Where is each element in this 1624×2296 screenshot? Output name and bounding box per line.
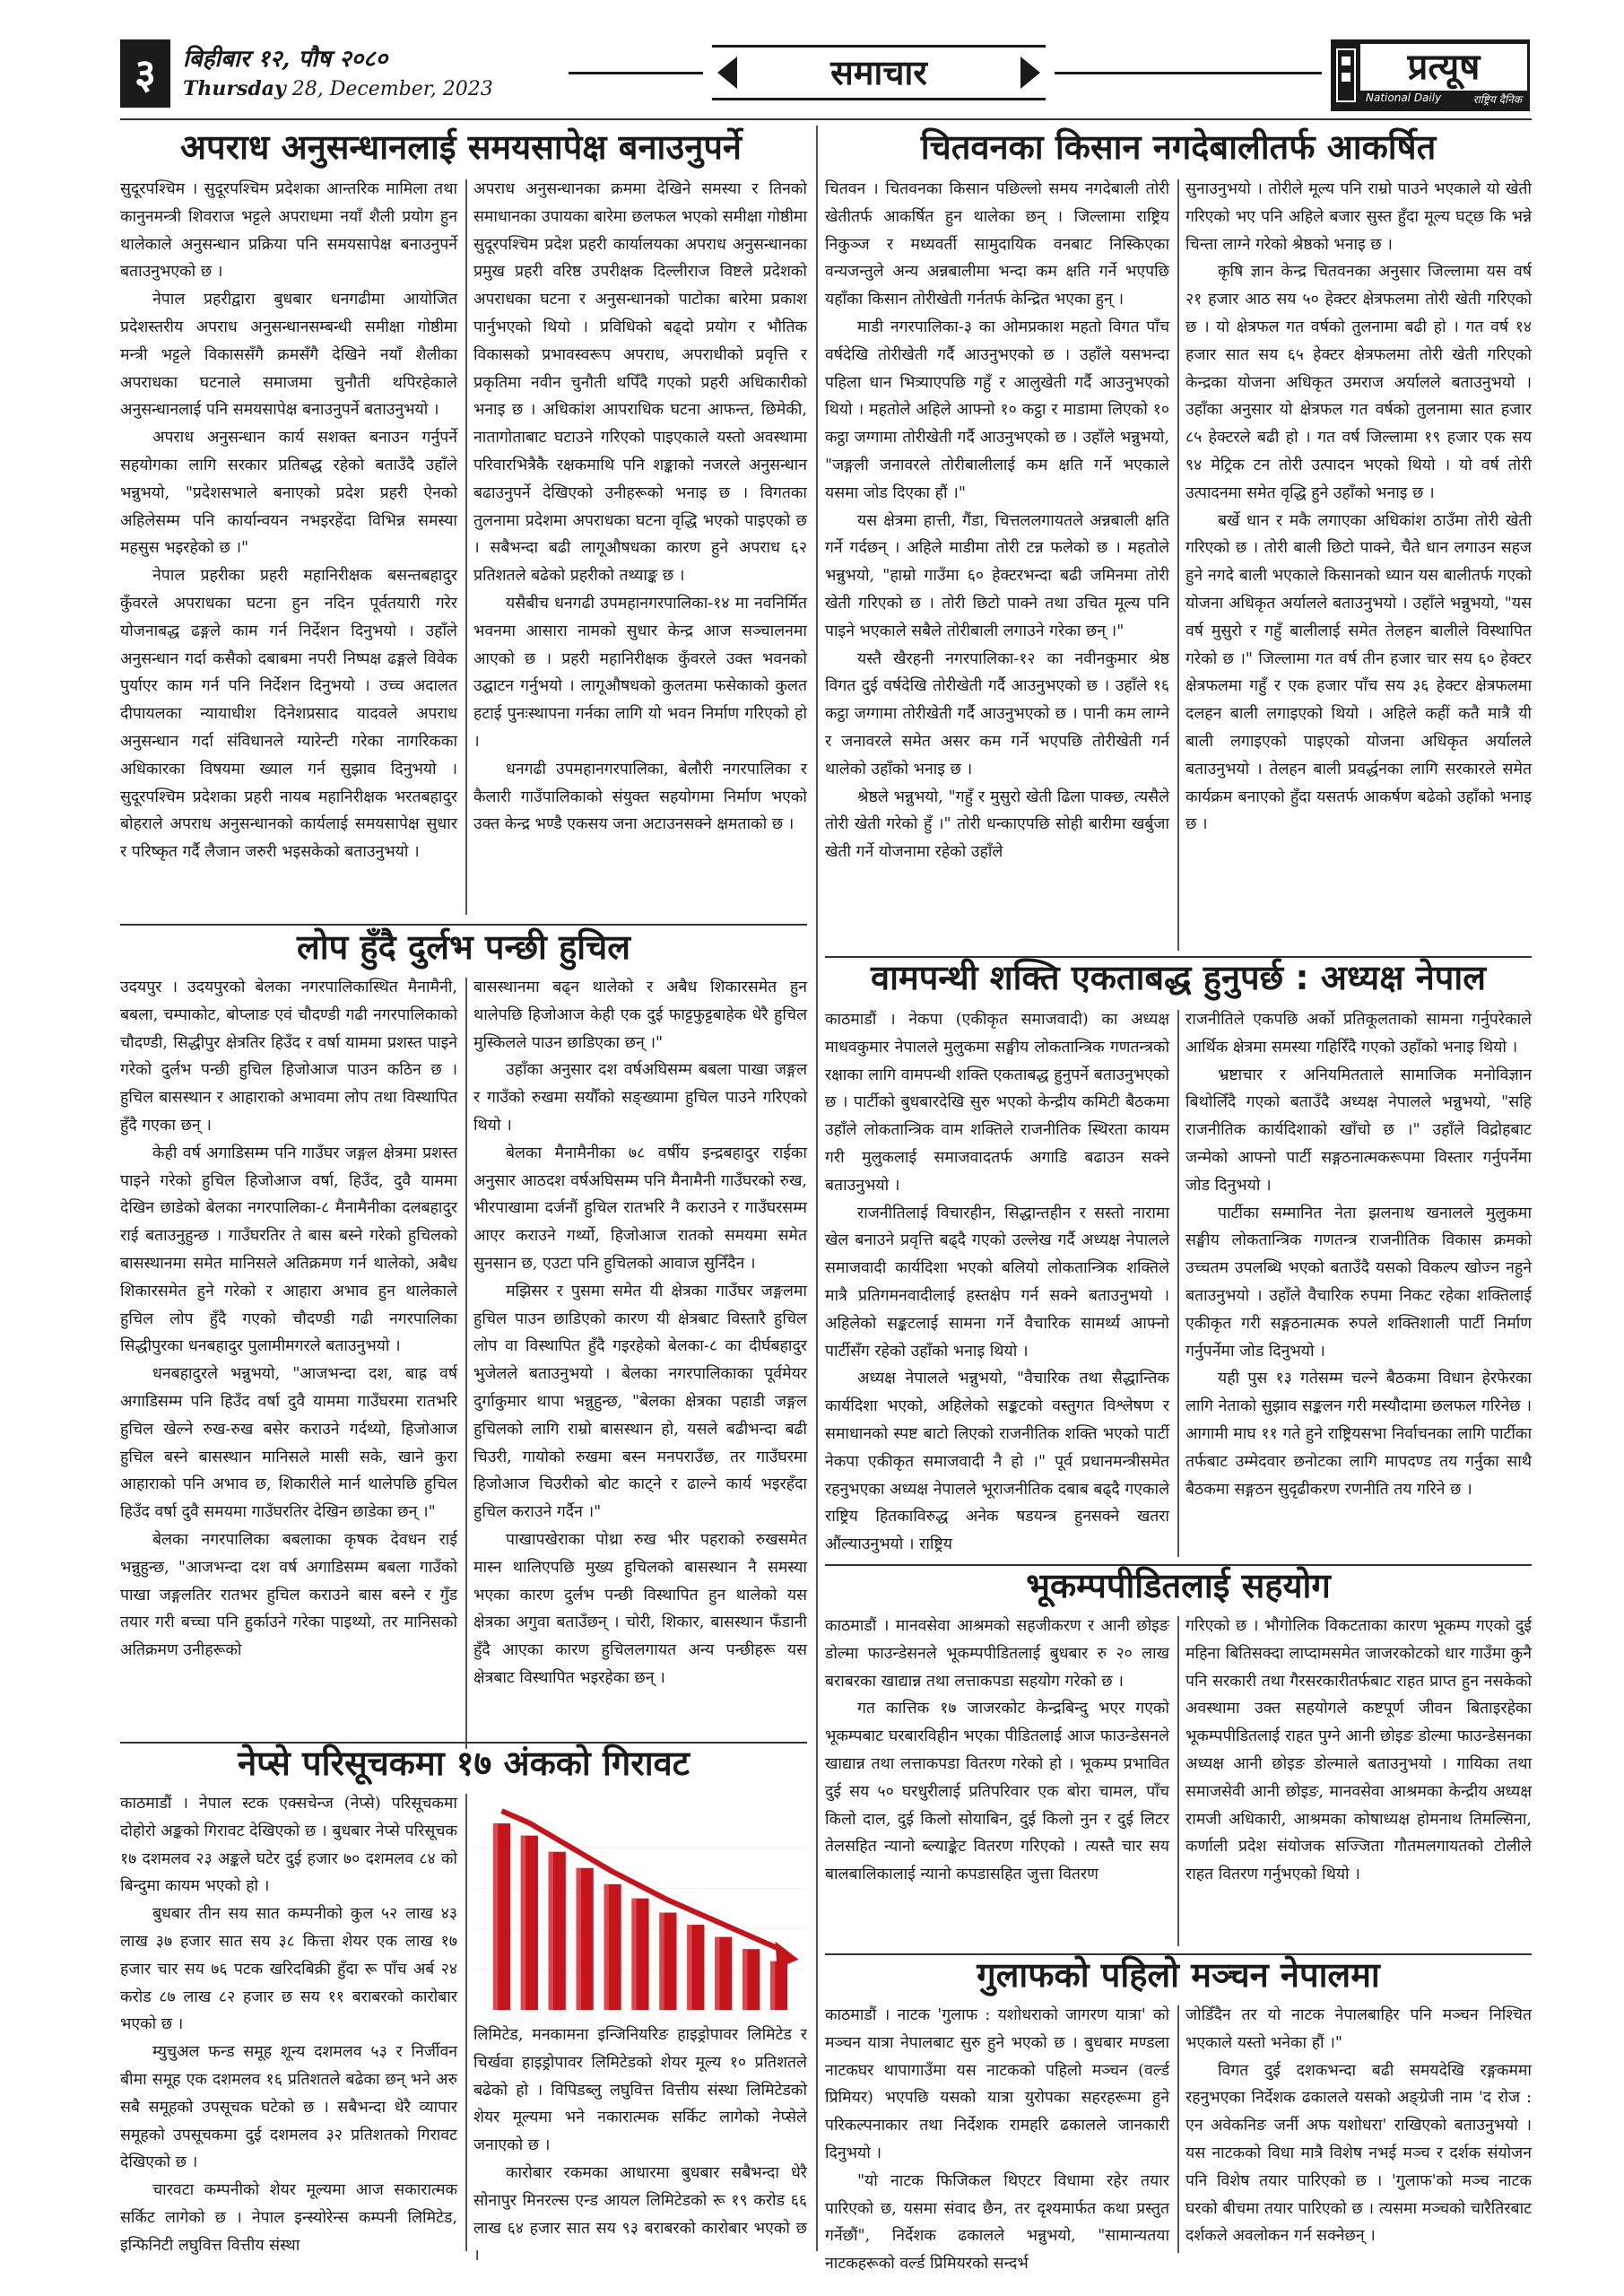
article-paragraph: राजनीतिलाई विचारहीन, सिद्धान्तहीन र सस्तो नारामा खेल बनाउने प्रवृत्ति बढ्दै गएको उल्लेख गर्दै अध्यक्ष नेपालले समाजवादी कार्यदिशा भएको बलियो लोकतान्त्रिक शक्तिले मात्रै प्रतिगमनवादीलाई हस्तक्षेप गर्न सक्ने बताउनुभयो । अहिलेको सङ्कटलाई सामना गर्ने वैचारिक सामर्थ्य आफ्नो पार्टीसँग रहेको उहाँको भनाइ थियो । [825,1204,1169,1361]
nepse-col-1 [120,1790,457,2257]
arrow-left-icon [717,57,737,89]
bird-col-1 [120,974,457,1754]
logo-tag-english: National Daily [1366,91,1442,104]
article-paragraph: काठमाडौं । नेपाल स्टक एक्सचेन्ज (नेप्से) परिसूचकमा दोहोरो अङ्कको गिरावट देखिएको छ । बुधबार नेप्से परिसूचक १७ दशमलव २३ अङ्कले घटेर दुई हजार ७० दशमलव ८४ को बिन्दुमा कायम भएको हो । [120,1795,457,1896]
day-english: Thursday [183,77,286,100]
farmers-col-1 [825,176,1169,954]
article-paragraph: बेलका मैनामैनीका ७८ वर्षीय इन्द्रबहादुर राईका अनुसार आठदश वर्षअघिसम्म पनि मैनामैनी गाउँघरको रुख, भीरपाखामा दर्जनौं हुचिल रातभरि नै कराउने र गाउँघरसम्म आएर कराउने गर्थ्यो, हिजोआज रातको समयमा समेत सुनसान छ, एउटा पनि हुचिलको आवाज सुनिँदैन । [473,1144,807,1273]
date-nepali: बिहीबार १२, पौष २०८० [183,46,388,73]
article-paragraph: अपराध अनुसन्धान कार्य सशक्त बनाउन गर्नुपर्ने सहयोगका लागि सरकार प्रतिबद्ध रहेको बताउँदै उहाँले भन्नुभयो, "प्रदेशसभाले बनाएको प्रदेश प्रहरी ऐनको अहिलेसम्म पनि कार्यान्वयन नभइरहेंदा विभिन्न समस्या महसुस भइरहेको छ ।" [120,429,457,558]
article-paragraph: काठमाडौं । नेकपा (एकीकृत समाजवादी) का अध्यक्ष माधवकुमार नेपालले मुलुकमा सङ्घीय लोकतान्त्रिक गणतन्त्रको रक्षाका लागि वामपन्थी शक्ति एकताबद्ध हुनुपर्ने बताउनुभएको छ । पार्टीको बुधबारदेखि सुरु भएको केन्द्रीय कमिटी बैठकमा उहाँले लोकतान्त्रिक वाम शक्तिले राजनीतिक स्थिरता कायम गरी मुलुकलाई समाजवादतर्फ अगाडि बढाउन सक्ने बताउनुभयो । [825,1011,1169,1195]
masthead [120,39,1532,117]
date-english [183,77,560,100]
leftunity-col-2 [1185,1006,1532,1561]
article-paragraph: नेपाल प्रहरीका प्रहरी महानिरीक्षक बसन्तबहादुर कुँवरले अपराधका घटना हुन नदिन पूर्वतयारी गरेर योजनाबद्ध ढङ्गले काम गर्न निर्देशन दिनुभयो । उहाँले अनुसन्धान गर्दा कसैको दबाबमा नपरी निष्पक्ष ढङ्गले विवेक पुर्याएर काम गर्न पनि निर्देशन दिनुभयो । उच्च अदालत दीपायलका न्यायाधीश दिनेशप्रसाद यादवले अपराध अनुसन्धान गर्दा संविधानले ग्यारेन्टी गरेका नागरिकका अधिकारका विषयमा ख्याल गर्न सुझाव दिनुभयो । सुदूरपश्चिम प्रदेशका प्रहरी नायब महानिरीक्षक भरतबहादुर बोहराले अपराध अनुसन्धानको कार्यलाई समयसापेक्ष सुधार र परिष्कृत गर्दै लैजान जरुरी भइसकेको बताउनुभयो । [120,567,457,862]
page-number: ३ [120,39,170,108]
chart-bar-highlight [687,1925,691,2010]
headline-farmers: चितवनका किसान नगदेबालीतर्फ आकर्षित [920,127,1437,167]
article-paragraph: भ्रष्टाचार र अनियमितताले सामाजिक मनोविज्ञान बिथोलिँदै गएको बताउँदै अध्यक्ष नेपालले भन्नुभयो, "सहि राजनीतिक कार्यदिशाको खाँचो छ ।" उहाँले विद्रोहबाट जन्मेको आफ्नो पार्टी सङ्गठनात्मकरूपमा विस्तार गर्नुपर्नेमा जोड दिनुभयो । [1185,1065,1532,1195]
logo-tagline [1360,91,1527,107]
article-paragraph: जोडिँदैन तर यो नाटक नेपालबाहिर पनि मञ्चन निश्चित भएकाले यस्तो भनेका हौं ।" [1185,2006,1532,2052]
play-col-2 [1185,2002,1532,2257]
article-paragraph: काठमाडौं । मानवसेवा आश्रमको सहजीकरण र आनी छोइङ डोल्मा फाउन्डेसनले भूकम्पपीडितलाई बुधबार रु २० लाख बराबरका खाद्यान्न तथा लत्ताकपडा सहयोग गरेको छ । [825,1617,1169,1691]
article-paragraph: पाखापखेराका पोथ्रा रुख भीर पहराको रुखसमेत मास्न थालिएपछि मुख्य हुचिलको बासस्थान नै समस्या भएका कारण दुर्लभ पन्छी विस्थापित हुन थालेको यस क्षेत्रका अगुवा बताउँछन् । चोरी, शिकार, बासस्थान फँडानी हुँदै आएका कारण हुचिललगायत अन्य पन्छीहरू यस क्षेत्रबाट विस्थापित भइरहेका छन् । [473,1530,807,1687]
farmers-column-rule [1177,179,1179,951]
headline-nepse: नेप्से परिसूचकमा १७ अंकको गिरावट [238,1744,690,1783]
article-paragraph: पार्टीका सम्मानित नेता झलनाथ खनालले मुलुकमा सङ्घीय लोकतान्त्रिक गणतन्त्र राजनीतिक विकास क्रमको उच्चतम उपलब्धि भएको बताउँदै यसको विकल्प खोज्न नहुने बताउनुभयो । उहाँले वैचारिक रुपमा निकट रहेका शक्तिलाई एकीकृत गरी सङ्गठनात्मक रुपले शक्तिशाली पार्टी निर्माण गर्नुपर्नेमा जोड दिनुभयो । [1185,1204,1532,1361]
headline-play: गुलाफको पहिलो मञ्चन नेपालमा [977,1955,1380,1995]
section-label: समाचार [830,53,927,92]
logo-tag-nepali: राष्ट्रिय दैनिक [1472,93,1522,106]
date-english-value: 28, December, 2023 [291,78,493,100]
quake-col-2 [1185,1613,1532,1950]
logo-name: प्रत्यूष [1360,44,1527,91]
chart-bar-highlight [549,1852,553,2010]
article-paragraph: गरिएको छ । भौगोलिक विकटताका कारण भूकम्प गएको दुई महिना बितिसक्दा लाप्दामसमेत जाजरकोटको धार गाउँमा कुनै पनि सरकारी तथा गैरसरकारीतर्फबाट राहत प्राप्त हुन नसकेको अवस्थामा उक्त सहयोगले कष्टपूर्ण जीवन बिताइरहेका भूकम्पपीडितलाई राहत पुग्ने आनी छोइङ डोल्मा फाउन्डेसनका अध्यक्ष आनी छोइङ डोल्माले बताउनुभयो । गायिका तथा समाजसेवी आनी छोइङ, मानवसेवा आश्रमका केन्द्रीय अध्यक्ष रामजी अधिकारी, आश्रमका कोषाध्यक्ष होमनाथ तिमल्सिना, कर्णाली प्रदेश संयोजक सज्जिता गौतमलगायतको टोलीले राहत वितरण गर्नुभएको थियो । [1185,1617,1532,1884]
crime-col-1 [120,176,457,920]
chart-svg [475,1789,805,2015]
nepse-col-2 [473,2022,807,2266]
chart-bar-highlight [631,1899,636,2010]
article-paragraph: कृषि ज्ञान केन्द्र चितवनका अनुसार जिल्लामा यस वर्ष २१ हजार आठ सय ५० हेक्टर क्षेत्रफलमा तोरी खेती गरिएको छ । यो क्षेत्रफल गत वर्षको तुलनामा बढी हो । गत वर्ष १४ हजार सात सय ६५ हेक्टर क्षेत्रफलमा तोरी खेती गरिएको केन्द्रका योजना अधिकृत उमराज अर्यालले बताउनुभयो । उहाँका अनुसार यो क्षेत्रफल गत वर्षको तुलनामा सात हजार ८५ हेक्टरले बढी हो । गत वर्ष जिल्लामा १९ हजार एक सय ९४ मेट्रिक टन तोरी उत्पादन भएको थियो । यो वर्ष तोरी उत्पादनमा समेत वृद्धि हुने उहाँको भनाइ छ । [1185,263,1532,502]
article-paragraph: बासस्थानमा बढ्न थालेको र अबैध शिकारसमेत हुन थालेपछि हिजोआज केही एक दुई फाट्टफुट्टबाहेक धेरै हुचिल मुस्किलले पाउन छाडिएका छन् ।" [473,978,807,1052]
article-paragraph: यसैबीच धनगढी उपमहानगरपालिका-१४ मा नवनिर्मित भवनमा आसारा नामको सुधार केन्द्र आज सञ्चालनमा आएको छ । प्रहरी महानिरीक्षक कुँवरले उक्त भवनको उद्घाटन गर्नुभयो । लागूऔषधको कुलतमा फसेकाको कुलत हटाई पुनःस्थापना गर्नका लागि यो भवन निर्माण गरिएको हो । [473,594,807,751]
chart-bar-highlight [715,1937,719,2010]
headline-quake: भूकम्पपीडितलाई सहयोग [1026,1566,1331,1605]
chart-bar-highlight [743,1949,747,2010]
chart-bar-highlight [604,1884,609,2010]
article-paragraph: नेपाल प्रहरीद्वारा बुधबार धनगढीमा आयोजित प्रदेशस्तरीय अपराध अनुसन्धानसम्बन्धी समीक्षा गोष्ठीमा मन्त्री भट्टले विकाससँगै क्रमसँगै देखिने नयाँ शैलीका अपराधका घटनाले समाजमा चुनौती थपिरहेकाले अनुसन्धानलाई पनि समयसापेक्ष बनाउनुपर्ने बताउनुभयो । [120,291,457,420]
crime-column-rule [465,179,467,915]
section-tag [712,45,1046,100]
headline-crime: अपराध अनुसन्धानलाई समयसापेक्ष बनाउनुपर्ने [180,127,742,167]
article-paragraph: उहाँका अनुसार दश वर्षअघिसम्म बबला पाखा जङ्गल र गाउँको रुखमा सयौँको सङ्ख्यामा हुचिल पाउने गरिएको थियो । [473,1061,807,1135]
bird-column-rule [465,978,467,1749]
masthead-rule-right [1055,72,1322,74]
article-paragraph: केही वर्ष अगाडिसम्म पनि गाउँघर जङ्गल क्षेत्रमा प्रशस्त पाइने गरेको हुचिल हिजोआज वर्षा, हिउँद, दुवै याममा देखिन छाडेको बेलका नगरपालिका-८ मैनामैनीका दलबहादुर राई बताउनुहुन्छ । गाउँघरतिर ते बास बस्ने गरेको हुचिलको बासस्थानमा समेत मानिसले अतिक्रमण गर्न थालेको, अबैध शिकारसमेत हुने गरेको र आहारा अभाव हुन थालेकाले हुचिल लोप हुँदै गएको चौदण्डी गढी नगरपालिका सिद्धीपुरका धनबहादुर पुलामीमगरले बताउनुभयो । [120,1144,457,1356]
masthead-rule-left [569,72,703,74]
article-paragraph: श्रेष्ठले भन्नुभयो, "गहुँ र मुसुरो खेती ढिला पाक्छ, त्यसैले तोरी खेती गरेको हुँ ।" तोरी धन्काएपछि सोही बारीमा खर्बुजा खेती गर्ने योजनामा रहेको उहाँले [825,787,1169,862]
article-paragraph: मझिसर र पुसमा समेत यी क्षेत्रका गाउँघर जङ्गलमा हुचिल पाउन छाडिएको कारण यी क्षेत्रबाट विस्तारै हुचिल लोप वा विस्थापित हुँदै गइरहेको बेलका-८ का दीर्घबहादुर भुजेलले बताउनुभयो । बेलका नगरपालिकाका पूर्वमेयर दुर्गाकुमार थापा भन्नुहुन्छ, "बेलका क्षेत्रका पहाडी जङ्गल हुचिलको लागि राम्रो बासस्थान हो, यसले बढीभन्दा बढी चिउरी, गायोको रुखमा बस्न मनपराउँछ, तर गाउँघरमा हिजोआज चिउरीको बोट काट्ने र ढाल्ने कार्य भइरहँदा हुचिल कराउने गर्दैन ।" [473,1282,807,1522]
bird-col-2 [473,974,807,1754]
article-paragraph: चितवन । चितवनका किसान पछिल्लो समय नगदेबाली तोरी खेतीतर्फ आकर्षित हुन थालेका छन् । जिल्लामा राष्ट्रिय निकुञ्ज र मध्यवर्ती सामुदायिक वनबाट निस्किएका वन्यजन्तुले अन्य अन्नबालीमा भन्दा कम क्षति गर्ने भएपछि यहाँका किसान तोरीखेती गर्नतर्फ केन्द्रित भएका हुन् । [825,180,1169,309]
article-paragraph: काठमाडौं । नाटक 'गुलाफ : यशोधराको जागरण यात्रा' को मञ्चन यात्रा नेपालबाट सुरु हुने भएको छ । बुधबार मण्डला नाटकघर थापागाउँमा यस नाटकको पहिलो मञ्चन (वर्ल्ड प्रिमियर) भएपछि यसको यात्रा युरोपका सहरहरूमा हुने परिकल्पनाकार तथा निर्देशक रामहरि ढकालले जानकारी दिनुभयो । [825,2006,1169,2162]
article-paragraph: म्युचुअल फन्ड समूह शून्य दशमलव ५३ र निर्जीवन बीमा समूह एक दशमलव १६ प्रतिशतले बढेका छन् भने अरु सबै समूहको उपसूचक घटेको छ । सबैभन्दा धेरै व्यापार समूहको उपसूचकमा दुई दशमलव ३२ प्रतिशतको गिरावट देखिएको छ । [120,2043,457,2172]
chart-bar-highlight [493,1823,498,2010]
article-paragraph: यस्तै खैरहनी नगरपालिका-१२ का नवीनकुमार श्रेष्ठ विगत दुई वर्षदेखि तोरीखेती गर्दै आउनुभएको छ । उहाँले १६ कट्ठा जग्गामा तोरीखेती गर्दै आउनुभएको छ । पानी कम लाग्ने र जनावरले समेत असर कम गर्ने भएपछि तोरीखेती गर्न थालेको उहाँको भनाइ छ । [825,649,1169,778]
article-paragraph: बेलका नगरपालिका बबलाका कृषक देवधन राई भन्नुहुन्छ, "आजभन्दा दश वर्ष अगाडिसम्म बबला गाउँको पाखा जङ्गलतिर रातभर हुचिल कराउने बास बस्ने र गुँड तयार गरी बच्चा पनि हुर्काउने गरेका पाइथ्यो, तर मानिसको अतिक्रमण उनीहरूको [120,1530,457,1660]
newspaper-logo [1331,39,1530,111]
arrow-right-icon [1020,57,1040,89]
nepse-decline-chart [475,1789,805,2015]
logo-mark-icon [1335,46,1359,107]
article-paragraph: धनबहादुरले भन्नुभयो, "आजभन्दा दश, बाह्र वर्ष अगाडिसम्म पनि हिउँद वर्षा दुवै याममा गाउँघरमा रातभरि हुचिल खेल्ने रुख-रुख बसेर कराउने गर्दथ्यो, हिजोआज हुचिल बस्ने बासस्थान मानिसले मासी सके, खाने कुरा आहाराको पनि अभाव छ, शिकारीले मार्न थालेपछि हुचिल हिउँद वर्षा दुवै समयमा गाउँघरतिर देखिन छाडेका छन् ।" [120,1365,457,1522]
article-paragraph: लिमिटेड, मनकामना इन्जिनियरिङ हाइड्रोपावर लिमिटेड र चिर्खवा हाइड्रोपावर लिमिटेडको शेयर मूल्य १० प्रतिशतले बढेको हो । विपिडब्लु लघुवित्त वित्तीय संस्था लिमिटेडको शेयर मूल्यमा भने नकारात्मक सर्किट लागेको नेप्सेले जनाएको छ । [473,2026,807,2155]
article-paragraph: यही पुस १३ गतेसम्म चल्ने बैठकमा विधान हेरफेरका लागि नेताको सुझाव सङ्कलन गरी मस्यौदामा छलफल गरिनेछ । आगामी माघ ११ गते हुने राष्ट्रियसभा निर्वाचनका लागि पार्टीका तर्फबाट उम्मेदवार छनोटका लागि मापदण्ड तय गर्नुका साथै बैठकमा सङ्गठन सुदृढीकरण रणनीति तय गरिने छ । [1185,1370,1532,1499]
article-paragraph: अध्यक्ष नेपालले भन्नुभयो, "वैचारिक तथा सैद्धान्तिक कार्यदिशा भएको, अहिलेको सङ्कटको वस्तुगत विश्लेषण र समाधानको स्पष्ट बाटो लिएको राजनीतिक शक्ति भएको पार्टी नेकपा एकीकृत समाजवादी नै हो ।" पूर्व प्रधानमन्त्रीसमेत रहनुभएका अध्यक्ष नेपालले भूराजनीतिक दबाब बढ्दै गएकाले राष्ट्रिय हितकाविरुद्ध अनेक षडयन्त्र हुनसक्ने खतरा औंल्याउनुभयो । राष्ट्रिय [825,1370,1169,1554]
play-col-1 [825,2002,1169,2274]
leftunity-column-rule [1177,1010,1179,1557]
nepse-column-rule [465,1794,467,2251]
farmers-col-2 [1185,176,1532,954]
article-paragraph: उदयपुर । उदयपुरको बेलका नगरपालिकास्थित मैनामैनी, बबला, चम्पाकोट, बोप्लाङ एवं चौदण्डी गढी नगरपालिकाको चौदण्डी, सिद्धीपुर क्षेत्रतिर हिउँद र वर्षा याममा प्रशस्त पाइने गरेको दुर्लभ पन्छी हुचिल हिजोआज पाउन कठिन छ । हुचिल बासस्थान र आहाराको अभावमा लोप तथा विस्थापित हुँदै गएका छन् । [120,978,457,1135]
article-paragraph: गत कात्तिक १७ जाजरकोट केन्द्रबिन्दु भएर गएको भूकम्पबाट घरबारविहीन भएका पीडितलाई आज फाउन्डेसनले खाद्यान्न तथा लत्ताकपडा वितरण गरेको हो । भूकम्प प्रभावित दुई सय ५० घरधुरीलाई प्रतिपरिवार एक बोरा चामल, पाँच किलो दाल, दुई किलो सोयाबिन, दुई किलो नुन र दुई लिटर तेलसहित न्यानो ब्ल्याङ्केट वितरण गरिएको । त्यस्तै चार सय बालबालिकालाई न्यानो कपडासहित जुत्ता वितरण [825,1700,1169,1884]
article-paragraph: कारोबार रकमका आधारमा बुधबार सबैभन्दा धेरै सोनापुर मिनरल्स एन्ड आयल लिमिटेडको रू १९ करोड ६६ लाख ६४ हजार सात सय ९३ बराबरको कारोबार भएको छ । [473,2163,807,2266]
chart-bar-highlight [521,1836,525,2010]
article-paragraph: अपराध अनुसन्धानका क्रममा देखिने समस्या र तिनको समाधानका उपायका बारेमा छलफल भएको समीक्षा गोष्ठीमा सुदूरपश्चिम प्रदेश प्रहरी कार्यालयका अपराध अनुसन्धानका प्रमुख प्रहरी वरिष्ठ उपरीक्षक दिल्लीराज विष्टले प्रदेशको अपराधका घटना र अनुसन्धानको पाटोका बारेमा प्रकाश पार्नुभएको थियो । प्रविधिको बढ्दो प्रयोग र भौतिक विकासको प्रभावस्वरूप अपराध, अपराधीको प्रवृत्ति र प्रकृतिमा नवीन चुनौती थपिँदै गएको प्रहरी अधिकारीको भनाइ छ । अधिकांश आपराधिक घटना आफन्त, छिमेकी, नातागोताबाट घटाउने गरिएको पाइएकाले यस्तो अवस्थामा परिवारभित्रैकै रक्षकमाथि पनि शङ्काको नजरले अनुसन्धान बढाउनुपर्ने देखिएको उनीहरूको भनाइ छ । विगतका तुलनामा प्रदेशमा अपराधका घटना वृद्धि भएको पाइएको छ । सबैभन्दा बढी लागूऔषधका कारण हुने अपराध ६२ प्रतिशतले बढेको प्रहरीको तथ्याङ्क छ । [473,180,807,586]
article-paragraph: धनगढी उपमहानगरपालिका, बेलौरी नगरपालिका र कैलारी गाउँपालिकाको संयुक्त सहयोगमा निर्माण भएको उक्त केन्द्र भण्डै एकसय जना अटाउनसक्ने क्षमताको छ । [473,760,807,834]
center-column-rule [816,126,818,2251]
article-paragraph: सुदूरपश्चिम । सुदूरपश्चिम प्रदेशका आन्तरिक मामिला तथा कानुनमन्त्री शिवराज भट्टले अपराधमा नयाँ शैली प्रयोग हुन थालेकाले अनुसन्धान प्रक्रिया पनि समयसापेक्ष बनाउनुपर्ने बताउनुभएको छ । [120,180,457,282]
crime-col-2 [473,176,807,920]
date-block [183,41,560,100]
article-paragraph: राजनीतिले एकपछि अर्को प्रतिकूलताको सामना गर्नुपरेकाले आर्थिक क्षेत्रमा समस्या गहिरिँदै गएको उहाँको भनाइ थियो । [1185,1011,1532,1057]
article-paragraph: यस क्षेत्रमा हात्ती, गैंडा, चित्तललगायतले अन्नबाली क्षति गर्ने गर्दछन् । अहिले माडीमा तोरी टन्न फलेको छ । महतोले भन्नुभयो, "हाम्रो गाउँमा ६० हेक्टरभन्दा बढी जमिनमा तोरी खेती गरिएको छ । तोरी छिटो पाक्ने तथा उचित मूल्य पनि पाइने भएकाले सबैले तोरीबाली लगाउने गरेका छन् ।" [825,511,1169,640]
article-paragraph: सुनाउनुभयो । तोरीले मूल्य पनि राम्रो पाउने भएकाले यो खेती गरिएको भए पनि अहिले बजार सुस्त हुँदा मूल्य घट्छ कि भन्ने चिन्ता लाग्ने गरेको श्रेष्ठको भनाइ छ । [1185,180,1532,254]
article-paragraph: बुधबार तीन सय सात कम्पनीको कुल ५२ लाख ४३ लाख ३७ हजार सात सय ३८ कित्ता शेयर एक लाख १७ हजार चार सय ७६ पटक खरिदबिक्री हुँदा रू पाँच अर्ब २४ करोड ८७ लाख ८२ हजार छ सय ११ बराबरको कारोबार भएको छ । [120,1905,457,2034]
chart-bar-highlight [577,1868,581,2010]
leftunity-col-1 [825,1006,1169,1561]
quake-column-rule [1177,1616,1179,1946]
headline-leftunity: वामपन्थी शक्ति एकताबद्ध हुनुपर्छ : अध्यक्ष नेपाल [871,958,1486,997]
quake-col-1 [825,1613,1169,1950]
article-paragraph: बर्खे धान र मकै लगाएका अधिकांश ठाउँमा तोरी खेती गरिएको छ । तोरी बाली छिटो पाक्ने, चैते धान लगाउन सहज हुने नगदे बाली भएकाले किसानको ध्यान यस बालीतर्फ गएको योजना अधिकृत अर्यालले बताउनुभयो । उहाँले भन्नुभयो, "यस वर्ष मुसुरो र गहुँ बालीलाई समेत तेलहन बालीले विस्थापित गरेको छ ।" जिल्लामा गत वर्ष तीन हजार चार सय ६० हेक्टर क्षेत्रफलमा गहुँ र एक हजार पाँच सय ३६ हेक्टर क्षेत्रफलमा दलहन बाली लगाइएको थियो । अहिले कहीं कतै मात्रै यी बाली लगाइएको पाइएको योजना अधिकृत अर्यालले बताउनुभयो । तेलहन बाली प्रवर्द्धनका लागि सरकारले समेत कार्यक्रम बनाएको हुँदा यसतर्फ आकर्षण बढेको उहाँको भनाइ छ । [1185,511,1532,834]
chart-bar-highlight [659,1913,664,2010]
masthead-bottom-rule [120,118,1532,120]
rule-crime-bird [120,924,807,926]
article-paragraph: माडी नगरपालिका-३ का ओमप्रकाश महतो विगत पाँच वर्षदेखि तोरीखेती गर्दै आउनुभएको छ । उहाँले यसभन्दा पहिला धान भित्र्याएपछि गहुँ र आलुखेती गर्दै आउनुभएको थियो । महतोले अहिले आफ्नो १० कट्ठा र माडामा लिएको १० कट्ठा जग्गामा तोरीखेती गर्दै आउनुभएको छ । उहाँले भन्नुभयो, "जङ्गली जनावरले तोरीबालीलाई कम क्षति गर्ने भएकाले यसमा जोड दिएका हौं ।" [825,317,1169,502]
play-column-rule [1177,2005,1179,2253]
headline-bird: लोप हुँदै दुर्लभ पन्छी हुचिल [297,927,630,967]
chart-bar-highlight [770,1961,775,2010]
article-paragraph: विगत दुई दशकभन्दा बढी समयदेखि रङ्गकममा रहनुभएका निर्देशक ढकालले यसको अङ्ग्रेजी नाम 'द रोज : एन अवेकनिङ जर्नी अफ यशोधरा' राखिएको बताउनुभयो । यस नाटकको विधा मात्रै विशेष नभई मञ्च र दर्शक संयोजन पनि विशेष तयार पारिएको छ । 'गुलाफ'को मञ्च नाटक घरको बीचमा तयार पारिएको छ । त्यसमा मञ्चको चारैतिरबाट दर्शकले अवलोकन गर्न सक्नेछन् । [1185,2061,1532,2246]
article-paragraph: "यो नाटक फिजिकल थिएटर विधामा रहेर तयार पारिएको छ, यसमा संवाद छैन, तर दृश्यमार्फत कथा प्रस्तुत गर्नेछौं", निर्देशक ढकालले भन्नुभयो, "सामान्यतया नाटकहरूको वर्ल्ड प्रिमियरको सन्दर्भ [825,2171,1169,2274]
article-paragraph: चारवटा कम्पनीको शेयर मूल्यमा आज सकारात्मक सर्किट लागेको छ । नेपाल इन्स्योरेन्स कम्पनी लिमिटेड, इन्फिनिटी लघुवित्त वित्तीय संस्था [120,2181,457,2255]
